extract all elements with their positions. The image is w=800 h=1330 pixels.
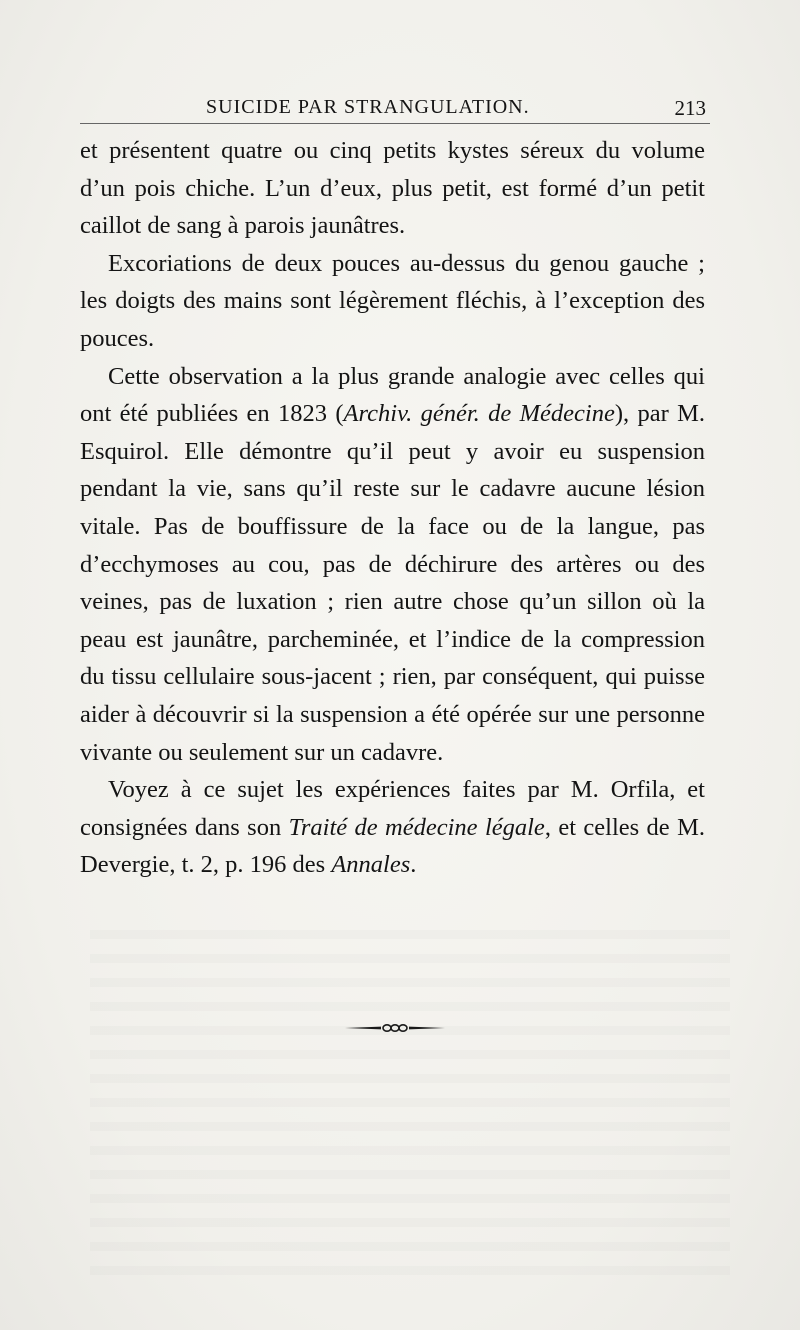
citation-archives: Archiv. génér. de Médecine [343, 400, 615, 428]
citation-annales: Annales [331, 851, 411, 879]
paragraph-observation-part-c: ), par M. Esquirol. Elle démontre qu’il peut y avoir eu suspension pendant la vie, sans qu’il reste sur le cadavre aucune lésion vitale. Pas de bouffissure de la face ou de la langue, pas d’ecchymoses au cou, pas de déchirure des artères ou des veines, pas de luxation ; rien autre chose qu’un sillon où la peau est jaunâtre, parcheminée, et l’indice de la compression du tissu cellulaire sous-jacent ; rien, par conséquent, qui puisse aider à découvrir si la suspension a été opérée sur une personne vivante ou seulement sur un cadavre. [80, 400, 706, 766]
tailpiece-ornament-icon [343, 1022, 447, 1034]
paragraph-reference-part-a: Voyez à ce sujet les expériences faites par M. Orfila, et consignées dans son [80, 776, 705, 841]
body-text [80, 132, 705, 884]
paragraph-reference [80, 771, 705, 884]
paragraph-continuation: et présentent quatre ou cinq petits kystes séreux du volume d’un pois chiche. L’un d’eux, plus petit, est formé d’un petit caillot de sang à parois jaunâtres. [80, 137, 705, 240]
paragraph-reference-part-e: . [410, 851, 417, 879]
paragraph-reference-part-c: , et celles de M. Devergie, t. 2, p. 196 des [80, 813, 705, 879]
paragraph-observation [80, 358, 705, 772]
paragraph-observation-part-a: Cette observation a la plus grande analogie avec celles qui ont été publiées en 1823 ( [80, 362, 705, 428]
running-title: SUICIDE PAR STRANGULATION. [206, 96, 530, 118]
citation-traite: Traité de médecine légale [288, 813, 545, 841]
header-rule [80, 123, 710, 124]
page-number: 213 [674, 96, 706, 120]
page-header [80, 96, 710, 126]
show-through-text [90, 930, 730, 1290]
paragraph-excoriations: Excoriations de deux pouces au-dessus du genou gauche ; les doigts des mains sont légèrement fléchis, à l’exception des pouces. [80, 249, 705, 352]
